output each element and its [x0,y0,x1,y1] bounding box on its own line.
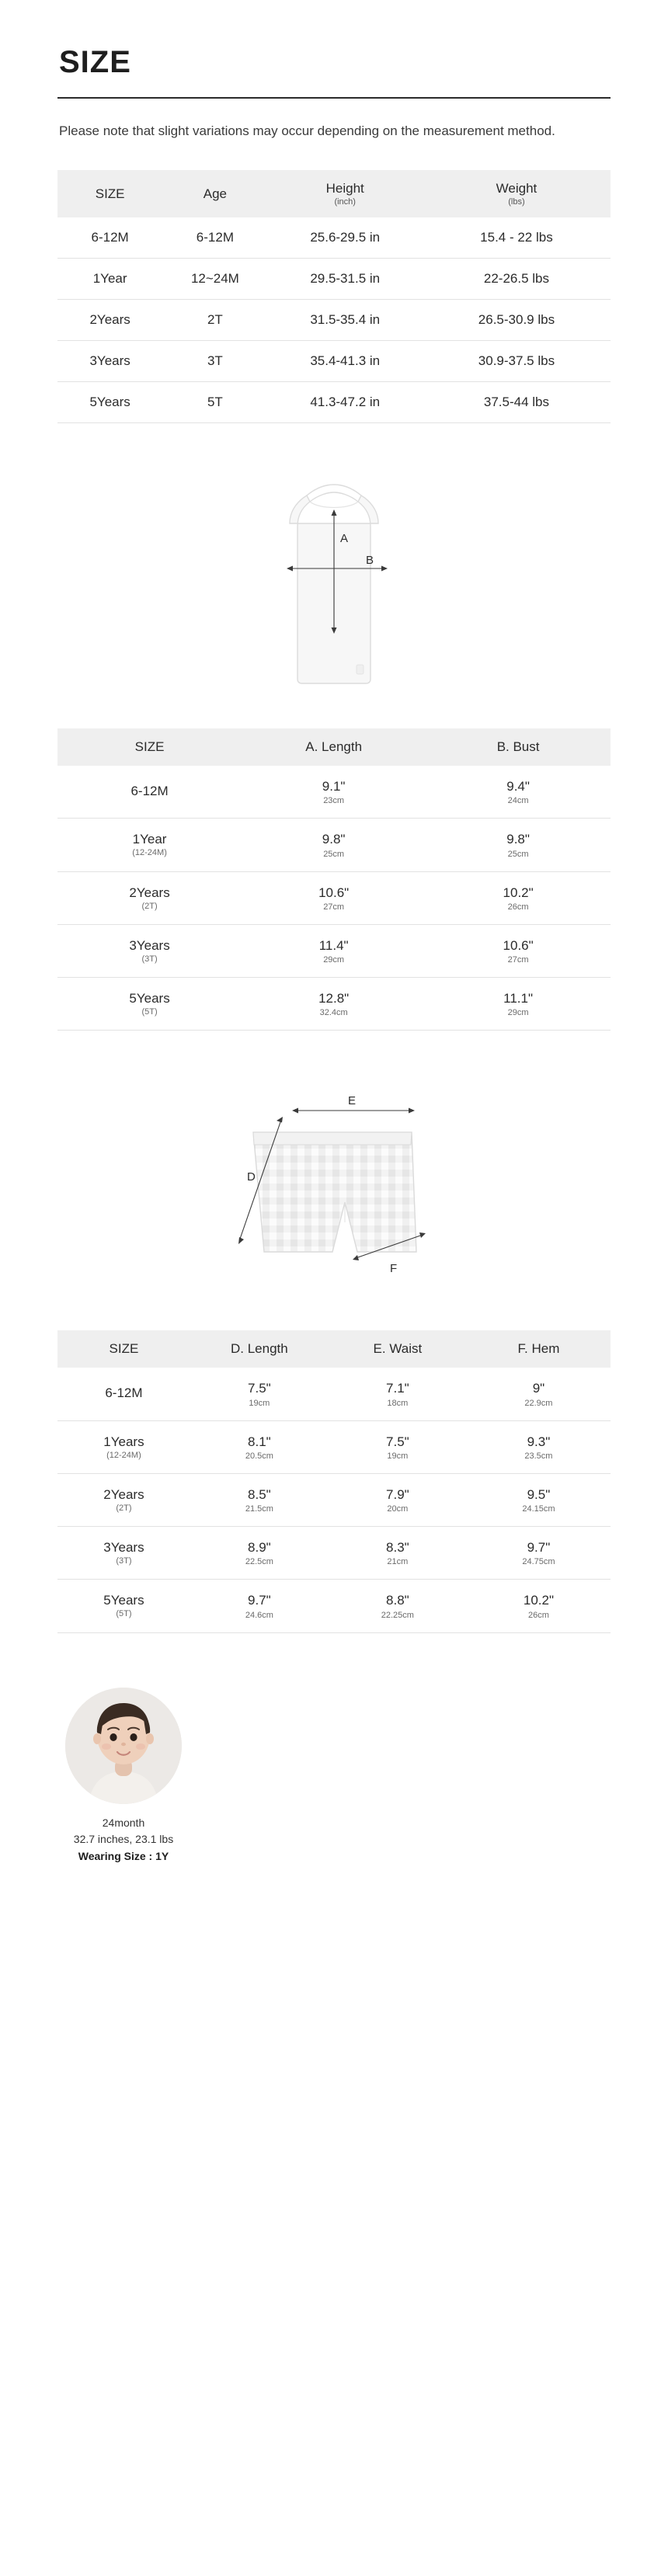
model-measurements: 32.7 inches, 23.1 lbs [73,1833,174,1846]
model-age: 24month [102,1816,145,1829]
title-divider [57,97,611,99]
cell-length: 9.7" 24.6cm [190,1580,329,1632]
cell-size: 1Year (12-24M) [57,819,242,871]
cell-waist: 7.1" 18cm [329,1368,467,1420]
table-row [57,871,611,924]
cell-length: 9.8" 25cm [242,819,426,871]
cell-bust: 11.1" 29cm [426,978,611,1031]
table-row [57,924,611,977]
model-wearing-size: Wearing Size : 1Y [78,1849,169,1862]
table-row [57,1420,611,1473]
cell-length: 10.6" 27cm [242,871,426,924]
cell-waist: 8.3" 21cm [329,1527,467,1580]
cell-bust: 9.8" 25cm [426,819,611,871]
col-header-height-unit: (inch) [334,197,356,207]
label-f: F [390,1262,398,1276]
table-row [57,217,611,259]
bottom-garment-figure [57,1074,611,1330]
model-caption [65,1815,182,1865]
cell-hem: 9.5" 24.15cm [467,1473,611,1526]
col-header-length: A. Length [242,728,426,766]
table-row [57,382,611,423]
cell-size: 2Years (2T) [57,871,242,924]
model-avatar [65,1688,182,1804]
cell-hem: 9" 22.9cm [467,1368,611,1420]
cell-length: 8.9" 22.5cm [190,1527,329,1580]
cell-size: 2Years (2T) [57,1473,190,1526]
col-header-weight-unit: (lbs) [508,197,525,207]
col-header-weight: Weight (lbs) [423,170,611,217]
cell-size: 2Years [57,300,162,341]
col-header-size: SIZE [57,170,162,217]
cell-size: 5Years (5T) [57,1580,190,1632]
top-garment-size-table [57,728,611,1031]
cell-height: 29.5-31.5 in [268,259,423,300]
cell-waist: 8.8" 22.25cm [329,1580,467,1632]
cell-length: 12.8" 32.4cm [242,978,426,1031]
cell-size: 1Years (12-24M) [57,1420,190,1473]
cell-size: 6-12M [57,217,162,259]
table-row [57,1368,611,1420]
table-row [57,766,611,819]
cell-size: 3Years (3T) [57,924,242,977]
cell-weight: 26.5-30.9 lbs [423,300,611,341]
col-header-age: Age [162,170,267,217]
gingham-shorts-illustration [179,1086,489,1319]
cell-size: 3Years (3T) [57,1527,190,1580]
measurement-note: Please note that slight variations may occur depending on the measurement method. [59,123,555,138]
cell-weight: 30.9-37.5 lbs [423,341,611,382]
label-e: E [348,1094,357,1108]
col-header-bust: B. Bust [426,728,611,766]
cell-hem: 9.3" 23.5cm [467,1420,611,1473]
sleeveless-top-illustration [229,478,439,711]
table-row [57,341,611,382]
cell-size: 5Years [57,382,162,423]
cell-length: 11.4" 29cm [242,924,426,977]
cell-bust: 10.2" 26cm [426,871,611,924]
table-header-row [57,1330,611,1368]
cell-age: 3T [162,341,267,382]
table-row [57,978,611,1031]
table-row [57,1473,611,1526]
cell-size: 1Year [57,259,162,300]
cell-height: 25.6-29.5 in [268,217,423,259]
col-header-waist: E. Waist [329,1330,467,1368]
table-row [57,300,611,341]
col-header-size: SIZE [57,728,242,766]
cell-size: 3Years [57,341,162,382]
cell-length: 8.5" 21.5cm [190,1473,329,1526]
cell-bust: 10.6" 27cm [426,924,611,977]
col-header-length: D. Length [190,1330,329,1368]
table-row [57,259,611,300]
baby-model-photo [65,1688,182,1804]
table-row [57,1527,611,1580]
cell-height: 31.5-35.4 in [268,300,423,341]
header [57,0,611,142]
col-header-height: Height (inch) [268,170,423,217]
cell-height: 35.4-41.3 in [268,341,423,382]
bottom-garment-size-table [57,1330,611,1632]
page-title: SIZE [59,45,131,79]
table-header-row [57,728,611,766]
cell-age: 6-12M [162,217,267,259]
table-header-row [57,170,611,217]
table-row [57,1580,611,1632]
cell-weight: 37.5-44 lbs [423,382,611,423]
cell-waist: 7.5" 19cm [329,1420,467,1473]
cell-length: 7.5" 19cm [190,1368,329,1420]
cell-length: 9.1" 23cm [242,766,426,819]
cell-size: 5Years (5T) [57,978,242,1031]
cell-age: 12~24M [162,259,267,300]
cell-bust: 9.4" 24cm [426,766,611,819]
cell-age: 2T [162,300,267,341]
table-row [57,819,611,871]
body-size-table [57,170,611,423]
cell-length: 8.1" 20.5cm [190,1420,329,1473]
cell-hem: 9.7" 24.75cm [467,1527,611,1580]
col-header-size: SIZE [57,1330,190,1368]
cell-weight: 15.4 - 22 lbs [423,217,611,259]
cell-size: 6-12M [57,1368,190,1420]
col-header-hem: F. Hem [467,1330,611,1368]
cell-height: 41.3-47.2 in [268,382,423,423]
label-d: D [247,1170,256,1184]
cell-hem: 10.2" 26cm [467,1580,611,1632]
cell-weight: 22-26.5 lbs [423,259,611,300]
label-a: A [340,531,349,545]
cell-waist: 7.9" 20cm [329,1473,467,1526]
cell-size: 6-12M [57,766,242,819]
label-b: B [366,553,374,567]
top-garment-figure [57,461,611,728]
cell-age: 5T [162,382,267,423]
model-reference-block [57,1688,611,1935]
